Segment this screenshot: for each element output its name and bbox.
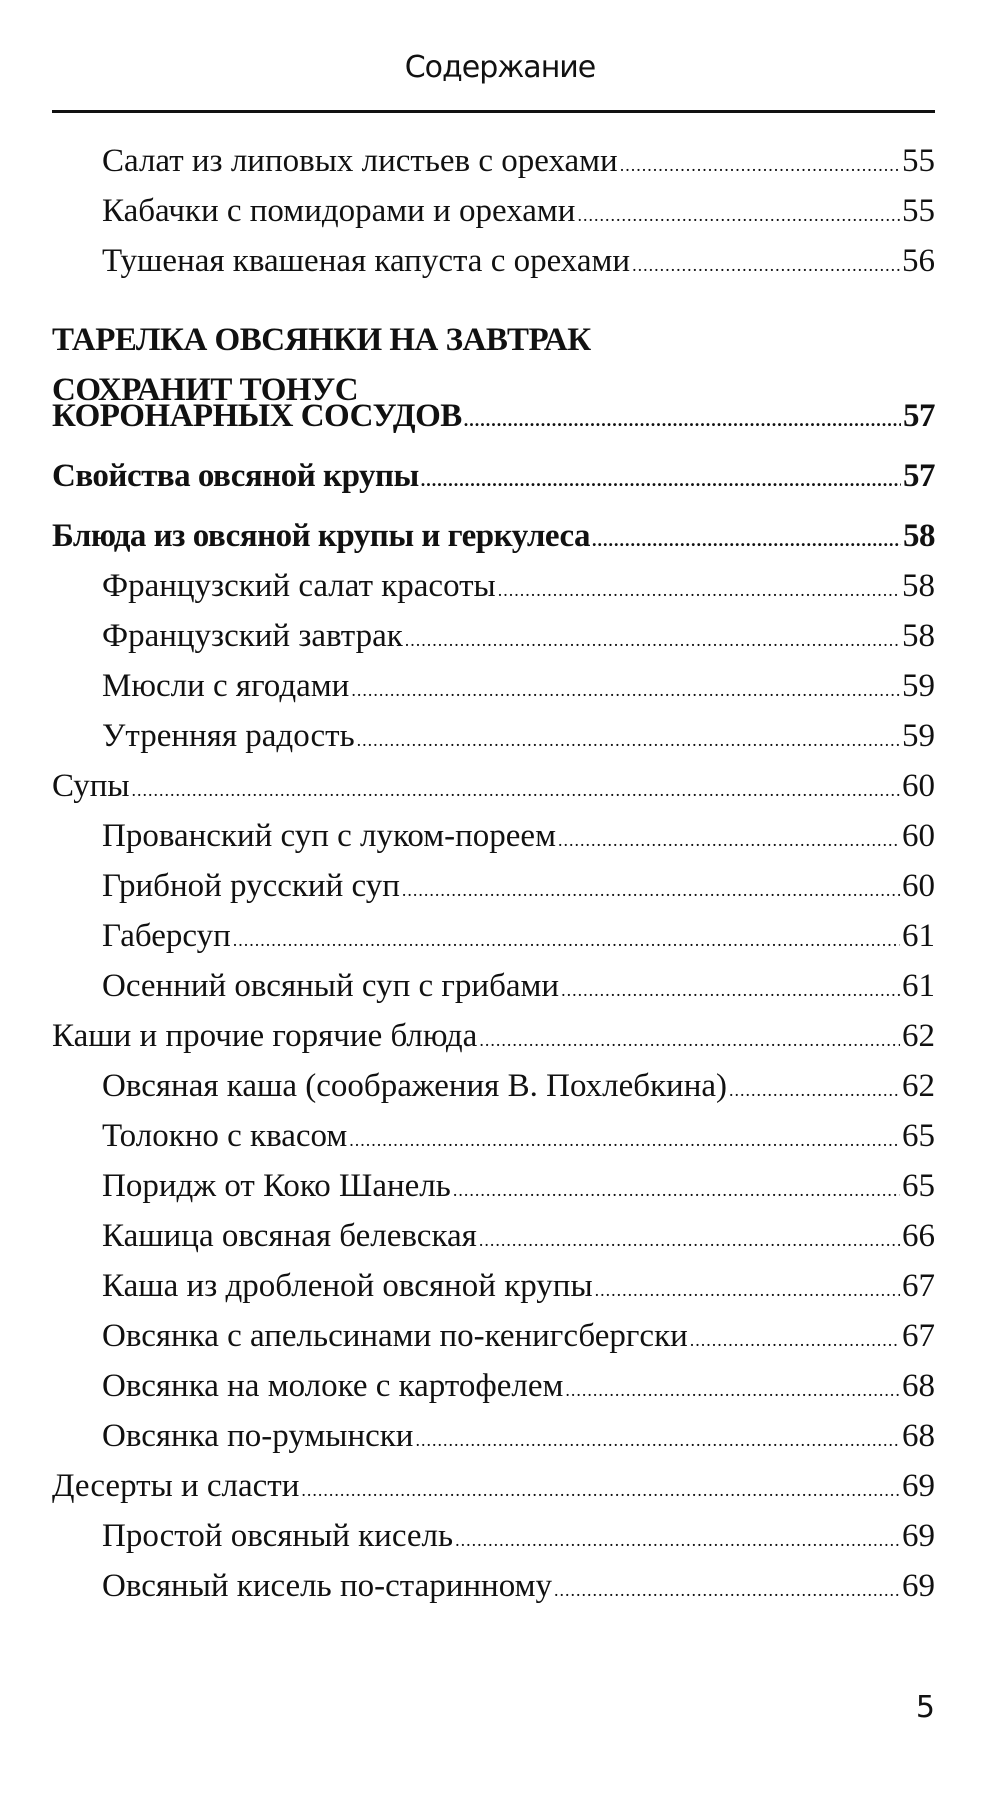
toc-entry[interactable] bbox=[0, 445, 935, 495]
toc-entry-page: 61 bbox=[902, 918, 935, 954]
dot-leader bbox=[565, 1381, 900, 1405]
toc-entry[interactable] bbox=[0, 505, 935, 555]
dot-leader bbox=[479, 1031, 900, 1055]
toc-entry-title: Овсяный кисель по-старинному bbox=[102, 1568, 552, 1604]
page-number: 5 bbox=[915, 1690, 935, 1725]
toc-entry[interactable] bbox=[0, 1255, 935, 1305]
dot-leader bbox=[498, 581, 900, 605]
dot-leader bbox=[561, 981, 900, 1005]
toc-entry-page: 68 bbox=[902, 1418, 935, 1454]
toc-entry[interactable] bbox=[0, 805, 935, 855]
toc-entry[interactable] bbox=[0, 955, 935, 1005]
toc-entry-title: Тушеная квашеная капуста с орехами bbox=[102, 243, 631, 279]
toc-entry-page: 69 bbox=[902, 1518, 935, 1554]
header-rule bbox=[52, 110, 935, 113]
dot-leader bbox=[233, 931, 900, 955]
dot-leader bbox=[453, 1181, 900, 1205]
toc-entry[interactable] bbox=[0, 130, 935, 180]
toc-entry-title: Грибной русский суп bbox=[102, 868, 400, 904]
toc-entry-title: Десерты и сласти bbox=[52, 1468, 300, 1504]
toc-entry-title: Супы bbox=[52, 768, 130, 804]
toc-entry-title: Овсянка по-румынски bbox=[102, 1418, 414, 1454]
dot-leader bbox=[132, 781, 900, 805]
toc-entry-title: Овсяная каша (соображения В. Похлебкина) bbox=[102, 1068, 728, 1104]
toc-entry[interactable] bbox=[0, 1455, 935, 1505]
dot-leader bbox=[554, 1581, 900, 1605]
toc-entry-page: 60 bbox=[902, 868, 935, 904]
chapter-title-line-1: ТАРЕЛКА ОВСЯНКИ НА ЗАВТРАК bbox=[52, 322, 591, 358]
dot-leader bbox=[595, 1281, 900, 1305]
toc-entry-title: Каша из дробленой овсяной крупы bbox=[102, 1268, 593, 1304]
dot-leader bbox=[632, 256, 900, 280]
chapter-title-line-2: СОХРАНИТ ТОНУС bbox=[52, 372, 359, 408]
toc-entry[interactable] bbox=[0, 855, 935, 905]
toc-entry[interactable] bbox=[0, 180, 935, 230]
toc-entry-title: Прованский суп с луком-пореем bbox=[102, 818, 556, 854]
toc-entry[interactable] bbox=[0, 1355, 935, 1405]
toc-entry-page: 69 bbox=[902, 1568, 935, 1604]
toc-entry-page: 59 bbox=[902, 668, 935, 704]
dot-leader bbox=[351, 681, 900, 705]
toc-entry[interactable] bbox=[0, 1405, 935, 1455]
dot-leader bbox=[592, 531, 901, 555]
toc-entry-title: Толокно с квасом bbox=[102, 1118, 348, 1154]
toc-entry[interactable] bbox=[0, 385, 935, 435]
toc-entry-title: Утренняя радость bbox=[102, 718, 355, 754]
toc-entry-title: Осенний овсяный суп с грибами bbox=[102, 968, 560, 1004]
dot-leader bbox=[577, 206, 900, 230]
dot-leader bbox=[729, 1081, 900, 1105]
toc-entry-page: 67 bbox=[902, 1318, 935, 1354]
toc-entry[interactable] bbox=[0, 905, 935, 955]
dot-leader bbox=[357, 731, 900, 755]
toc-entry-title: Мюсли с ягодами bbox=[102, 668, 350, 704]
toc-entry-title: Каши и прочие горячие блюда bbox=[52, 1018, 478, 1054]
toc-entry-title: Габерсуп bbox=[102, 918, 231, 954]
dot-leader bbox=[405, 631, 900, 655]
toc-entry-page: 66 bbox=[902, 1218, 935, 1254]
toc-entry-page: 55 bbox=[902, 193, 935, 229]
toc-entry-title: Блюда из овсяной крупы и геркулеса bbox=[52, 518, 590, 554]
toc-entry[interactable] bbox=[0, 1005, 935, 1055]
toc-entry-title: КОРОНАРНЫХ СОСУДОВ bbox=[52, 398, 462, 434]
toc-entry-page: 57 bbox=[903, 398, 935, 434]
toc-entry-page: 60 bbox=[902, 768, 935, 804]
toc-entry[interactable] bbox=[0, 1105, 935, 1155]
toc-entry[interactable] bbox=[0, 655, 935, 705]
toc-entry[interactable] bbox=[0, 1205, 935, 1255]
toc-entry-page: 58 bbox=[902, 568, 935, 604]
toc-entry-page: 69 bbox=[902, 1468, 935, 1504]
toc-entry-page: 58 bbox=[903, 518, 935, 554]
toc-entry-page: 67 bbox=[902, 1268, 935, 1304]
toc-entry[interactable] bbox=[0, 1155, 935, 1205]
toc-entry-title: Поридж от Коко Шанель bbox=[102, 1168, 451, 1204]
page-header-title: Содержание bbox=[404, 50, 596, 85]
toc-entry[interactable] bbox=[0, 555, 935, 605]
toc-entry[interactable] bbox=[0, 605, 935, 655]
dot-leader bbox=[421, 471, 901, 495]
toc-entry-page: 62 bbox=[902, 1018, 935, 1054]
toc-entry[interactable] bbox=[0, 230, 935, 280]
toc-entry[interactable] bbox=[0, 1555, 935, 1605]
dot-leader bbox=[620, 156, 900, 180]
dot-leader bbox=[402, 881, 900, 905]
toc-entry-title: Кабачки с помидорами и орехами bbox=[102, 193, 576, 229]
toc-entry[interactable] bbox=[0, 705, 935, 755]
toc-entry-title: Овсянка на молоке с картофелем bbox=[102, 1368, 564, 1404]
toc-entry[interactable] bbox=[0, 1505, 935, 1555]
dot-leader bbox=[479, 1231, 900, 1255]
toc-entry-title: Французский завтрак bbox=[102, 618, 403, 654]
toc-entry[interactable] bbox=[0, 1055, 935, 1105]
toc-entry-page: 59 bbox=[902, 718, 935, 754]
toc-entry-page: 60 bbox=[902, 818, 935, 854]
dot-leader bbox=[415, 1431, 900, 1455]
toc-entry-title: Овсянка с апельсинами по-кенигсбергски bbox=[102, 1318, 688, 1354]
toc-entry-title: Салат из липовых листьев с орехами bbox=[102, 143, 618, 179]
toc-entry-page: 57 bbox=[903, 458, 935, 494]
toc-entry-title: Простой овсяный кисель bbox=[102, 1518, 454, 1554]
toc-entry[interactable] bbox=[0, 1305, 935, 1355]
toc-entry-page: 56 bbox=[902, 243, 935, 279]
toc-entry[interactable] bbox=[0, 755, 935, 805]
toc-entry-title: Свойства овсяной крупы bbox=[52, 458, 419, 494]
toc-entry-title: Французский салат красоты bbox=[102, 568, 496, 604]
toc-entry-page: 62 bbox=[902, 1068, 935, 1104]
toc-entry-page: 61 bbox=[902, 968, 935, 1004]
toc-entry-page: 55 bbox=[902, 143, 935, 179]
dot-leader bbox=[690, 1331, 900, 1355]
dot-leader bbox=[558, 831, 900, 855]
toc-entry-page: 68 bbox=[902, 1368, 935, 1404]
dot-leader bbox=[349, 1131, 900, 1155]
dot-leader bbox=[464, 411, 901, 435]
toc-entry-title: Кашица овсяная белевская bbox=[102, 1218, 477, 1254]
toc-entry-page: 65 bbox=[902, 1118, 935, 1154]
dot-leader bbox=[301, 1481, 900, 1505]
toc-entry-page: 58 bbox=[902, 618, 935, 654]
toc-entry-page: 65 bbox=[902, 1168, 935, 1204]
dot-leader bbox=[455, 1531, 900, 1555]
